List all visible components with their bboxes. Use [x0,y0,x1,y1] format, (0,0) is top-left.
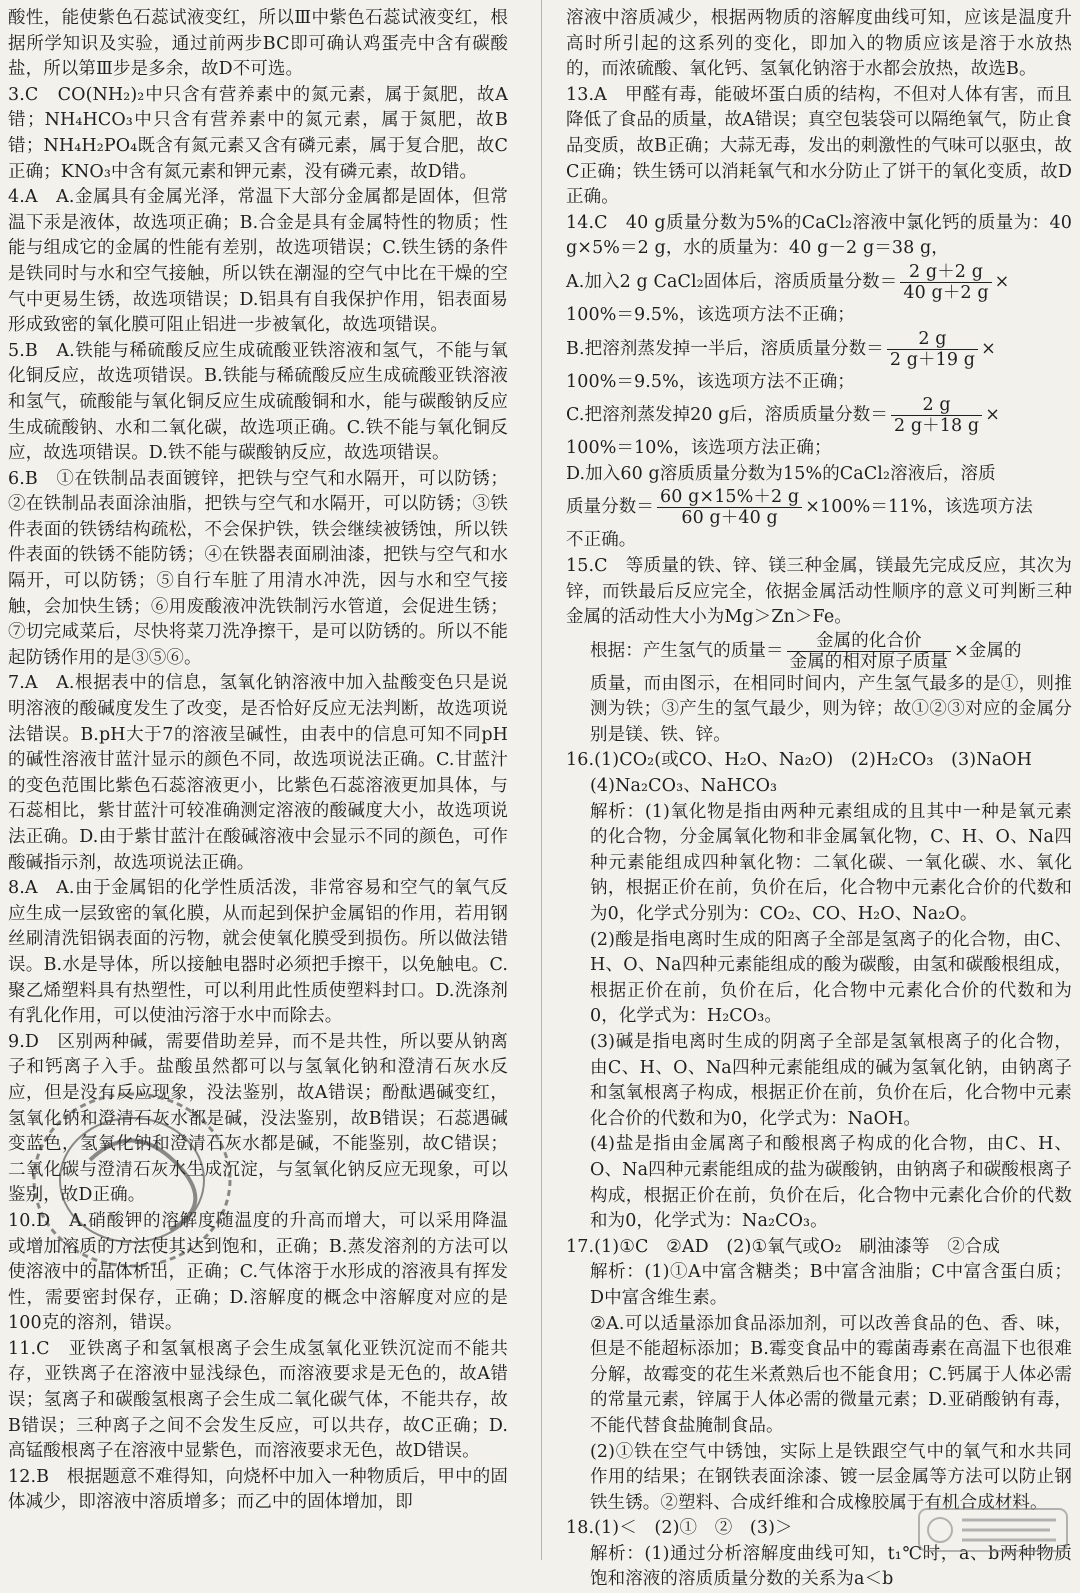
q15-formula-tail: ×金属的 [954,640,1022,661]
q14-d-formula [566,487,1072,528]
q14-c-fraction [891,395,982,436]
q14-option-b [566,329,1072,370]
q14-d-text: 质量分数＝ [566,497,654,518]
q14-a-numerator: 2 g＋2 g [900,262,991,283]
q14-a-result: 100%＝9.5%，该选项方法不正确； [566,304,855,325]
q14-a-text: A.加入2 g CaCl₂固体后，溶质质量分数＝ [566,271,898,292]
answer-q16: 16.(1)CO₂(或CO、H₂O、Na₂O) (2)H₂CO₃ (3)NaOH [566,750,1032,771]
q14-a-fraction [900,262,991,303]
q14-c-text: C.把溶剂蒸发掉20 g后，溶质质量分数＝ [566,405,888,426]
answer-q6: 6.B ①在铁制品表面镀锌，把铁与空气和水隔开，可以防锈；②在铁制品表面涂油脂，把铁与空气和水隔开，可以防锈；③铁件表面的铁锈结构疏松，不会保护铁，铁会继续被锈蚀，所以铁件表面的铁锈不能防锈；④在铁器表面刷油漆，把铁与空气和水隔开，可以防锈；⑤自行车脏了用清水冲洗，因与水和空气接触，会加快生锈；⑥用废酸液冲洗铁制污水管道，会促进生锈；⑦切完咸菜后，尽快将菜刀洗净擦干，是可以防锈的。所以不能起防锈作用的是③⑤⑥。 [8,468,508,668]
q14-d-result: ×100%＝11%，该选项方法 [805,497,1033,518]
answer-q12: 12.B 根据题意不难得知，向烧杯中加入一种物质后，甲中的固体减少，即溶液中溶质增多；而乙中的固体增加，即 [8,1466,508,1513]
q14-d-fraction [657,487,802,528]
q14-c-denominator: 2 g＋18 g [893,416,980,437]
paragraph-q2-cont: 酸性，能使紫色石蕊试液变红，所以Ⅲ中紫色石蕊试液变红，根据所学知识及实验，通过前两步BC即可确认鸡蛋壳中含有碳酸盐，所以第Ⅲ步是多余，故D不可选。 [8,8,508,80]
q14-b-result: 100%＝9.5%，该选项方法不正确； [566,371,855,392]
right-column [566,6,1072,1593]
q14-d-denominator: 60 g＋40 g [681,508,778,529]
answer-q14: 14.C 40 g质量分数为5%的CaCl₂溶液中氯化钙的质量为：40 g×5%＝2 g，水的质量为：40 g－2 g＝38 g， [566,212,1072,259]
q14-b-denominator: 2 g＋19 g [889,349,976,370]
q16-analysis-4: (4)盐是指由金属离子和酸根离子构成的化合物，由C、H、O、Na四种元素能组成的盐为碳酸钠，由钠离子和碳酸根离子构成，根据正价在前，负价在后，化合物中元素化合价的代数和为0，化学式为：Na₂CO₃。 [590,1134,1072,1232]
q15-fraction [787,631,951,672]
q15-formula [566,631,1072,672]
q16-analysis-2: (2)酸是指电离时生成的阳离子全部是氢离子的化合物，由C、H、O、Na四种元素能组成的酸为碳酸，由氢和碳酸根组成，根据正价在前，负价在后，化合物中元素化合价的代数和为0，化学式为：H₂CO₃。 [590,929,1072,1027]
q18-analysis: 解析：(1)通过分析溶解度曲线可知，t₁℃时，a、b两种物质饱和溶液的溶质质量分数的关系为a＜b [590,1543,1072,1590]
answer-q5: 5.B A.铁能与稀硫酸反应生成硫酸亚铁溶液和氢气，不能与氧化铜反应，故选项错误。B.铁能与稀硫酸反应生成硫酸亚铁溶液和氢气，硫酸能与氧化铜反应生成硫酸铜和水，能与碳酸钠反应生成硫酸钠、水和二氧化碳，故选项正确。C.铁不能与氧化铜反应，故选项错误。D.铁不能与碳酸钠反应，故选项错误。 [8,340,508,464]
q14-option-d: D.加入60 g溶质质量分数为15%的CaCl₂溶液后，溶质 [566,463,996,484]
q16-analysis-3: (3)碱是指电离时生成的阴离子全部是氢氧根离子的化合物，由C、H、O、Na四种元素能组成的碱为氢氧化钠，由钠离子和氢氧根离子构成，根据正价在前，负价在后，化合物中元素化合价的代数和为0，化学式为：NaOH。 [590,1032,1072,1129]
answer-q10: 10.D A.硝酸钾的溶解度随温度的升高而增大，可以采用降温或增加溶质的方法使其达到饱和，正确；B.蒸发溶剂的方法可以使溶液中的晶体析出，正确；C.气体溶于水形成的溶液具有挥发性，需要密封保存，正确；D.溶解度的概念中溶解度对应的是100克的溶剂，错误。 [8,1210,508,1334]
answer-q7: 7.A A.根据表中的信息，氢氧化钠溶液中加入盐酸变色只是说明溶液的酸碱度发生了改变，是否恰好反应无法判断，故选项说法错误。B.pH大于7的溶液呈碱性，由表中的信息可知不同pH的碱性溶液甘蓝汁显示的颜色不同，故选项说法正确。C.甘蓝汁的变色范围比紫色石蕊溶液更小，比紫色石蕊溶液更加具体，与石蕊相比，紫甘蓝汁可较准确测定溶液的酸碱度大小，故选项说法正确。D.由于紫甘蓝汁在酸碱溶液中会显示不同的颜色，可作酸碱指示剂，故选项说法正确。 [8,673,508,873]
answer-q17: 17.(1)①C ②AD (2)①氧气或O₂ 刷油漆等 ②合成 [566,1236,1000,1257]
q14-c-numerator: 2 g [891,395,982,416]
answer-q11: 11.C 亚铁离子和氢氧根离子会生成氢氧化亚铁沉淀而不能共存，亚铁离子在溶液中显浅绿色，而溶液要求是无色的，故A错误；氢离子和碳酸氢根离子会生成二氧化碳气体，不能共存，故B错误；三种离子之间不会发生反应，可以共存，故C正确；D.高锰酸根离子在溶液中显紫色，而溶液要求无色，故D错误。 [8,1338,508,1462]
q15-numerator: 金属的化合价 [787,631,951,652]
q14-option-a [566,262,1072,303]
q15-denominator: 金属的相对原子质量 [789,651,949,672]
watermark-logo [918,1508,1068,1552]
q14-b-text: B.把溶剂蒸发掉一半后，溶质质量分数＝ [566,338,884,359]
answer-q12-cont: 溶液中溶质减少，根据两物质的溶解度曲线可知，应该是温度升高时所引起的这系列的变化，即加入的物质应该是溶于水放热的，而浓硫酸、氧化钙、氢氧化钠溶于水都会放热，故选B。 [566,8,1072,80]
q14-b-fraction [887,329,978,370]
answer-q3: 3.C CO(NH₂)₂中只含有营养素中的氮元素，属于氮肥，故A错；NH₄HCO₃中只含有营养素中的氮元素，属于氮肥，故B错；NH₄H₂PO₄既含有氮元素又含有磷元素，属于复合肥，故C正确；KNO₃中含有氮元素和钾元素，没有磷元素，故D错。 [8,84,508,182]
q17-analysis-3: (2)①铁在空气中锈蚀，实际上是铁跟空气中的氧气和水共同作用的结果；在钢铁表面涂漆、镀一层金属等方法可以防止钢铁生锈。②塑料、合成纤维和合成橡胶属于有机合成材料。 [590,1441,1072,1513]
answer-q8: 8.A A.由于金属铝的化学性质活泼，非常容易和空气的氧气反应生成一层致密的氧化膜，从而起到保护金属铝的作用，若用钢丝刷清洗铝锅表面的污物，就会使氧化膜受到损伤。所以做法错误。B.水是导体，所以接触电器时必须把手擦干，以免触电。C.聚乙烯塑料具有热塑性，可以利用此性质使塑料封口。D.洗涤剂有乳化作用，可以使油污溶于水中而除去。 [8,878,508,1027]
q14-d-end: 不正确。 [566,530,637,551]
q16-analysis-1: 解析：(1)氧化物是指由两种元素组成的且其中一种是氧元素的化合物，分金属氧化物和非金属氧化物，C、H、O、Na四种元素能组成四种氧化物：二氧化碳、一氧化碳、水、氧化钠，根据正价在前，负价在后，化合物中元素化合价的代数和为0，化学式分别为：CO₂、CO、H₂O、Na₂O。 [590,801,1072,925]
answer-q13: 13.A 甲醛有毒，能破坏蛋白质的结构，不但对人体有害，而且降低了食品的质量，故A错误；真空包装袋可以隔绝氧气，防止食品变质，故B正确；大蒜无毒，发出的刺激性的气味可以驱虫，故C正确；铁生锈可以消耗氧气和水分防止了饼干的氧化变质，故D正确。 [566,84,1072,208]
q14-a-times: × [994,271,1010,292]
q14-b-numerator: 2 g [887,329,978,350]
q14-c-result: 100%＝10%，该选项方法正确； [566,438,832,459]
answer-q4: 4.A A.金属具有金属光泽，常温下大部分金属都是固体，但常温下汞是液体，故选项正确；B.合金是具有金属特性的物质；性能与组成它的金属的性能有差别，故选项错误；C.铁生锈的条件是铁同时与水和空气接触，所以铁在潮湿的空气中比在干燥的空气中更易生锈，故选项错误；D.铝具有自我保护作用，铝表面易形成致密的氧化膜可阻止铝进一步被氧化，故选项错误。 [8,187,508,336]
q14-b-times: × [981,338,996,359]
q15-formula-text: 根据：产生氢气的质量＝ [590,640,784,661]
q14-d-numerator: 60 g×15%＋2 g [657,487,802,508]
q14-c-times: × [985,405,1000,426]
q17-analysis-1: 解析：(1)①A中富含糖类；B中富含油脂；C中富含蛋白质；D中富含维生素。 [590,1262,1072,1308]
answer-q18: 18.(1)＜ (2)① ② (3)＞ [566,1518,793,1539]
q15-conclusion: 质量，而由图示，在相同时间内，产生氢气最多的是①，则推测为铁；③产生的氢气最少，则为锌；故①②③对应的金属分别是镁、铁、锌。 [590,673,1072,745]
q14-option-c [566,395,1072,436]
q16-part4: (4)Na₂CO₃、NaHCO₃ [590,776,778,797]
q17-analysis-2: ②A.可以适量添加食品添加剂，可以改善食品的色、香、味，但是不能超标添加；B.霉变食品中的霉菌毒素在高温下也很难分解，故霉变的花生米煮熟后也不能食用；C.钙属于人体必需的常量元素，锌属于人体必需的微量元素；D.亚硝酸钠有毒，不能代替食盐腌制食品。 [590,1313,1072,1436]
q14-a-denominator: 40 g＋2 g [903,282,989,303]
stamp-mark [20,1080,250,1290]
column-divider [541,0,542,1560]
answer-q15: 15.C 等质量的铁、锌、镁三种金属，镁最先完成反应，其次为锌，而铁最后反应完全，依据金属活动性顺序的意义可判断三种金属的活动性大小为Mg＞Zn＞Fe。 [566,555,1072,628]
answer-q9: 9.D 区别两种碱，需要借助差异，而不是共性，所以要从钠离子和钙离子入手。盐酸虽然都可以与氢氧化钠和澄清石灰水反应，但是没有反应现象，没法鉴别，故A错误；酚酞遇碱变红，氢氧化钠和澄清石灰水都是碱，没法鉴别，故B错误；石蕊遇碱变蓝色，氢氧化钠和澄清石灰水都是碱，不能鉴别，故C错误；二氧化碳与澄清石灰水生成沉淀，与氢氧化钠反应无现象，可以鉴别，故D正确。 [8,1031,508,1206]
